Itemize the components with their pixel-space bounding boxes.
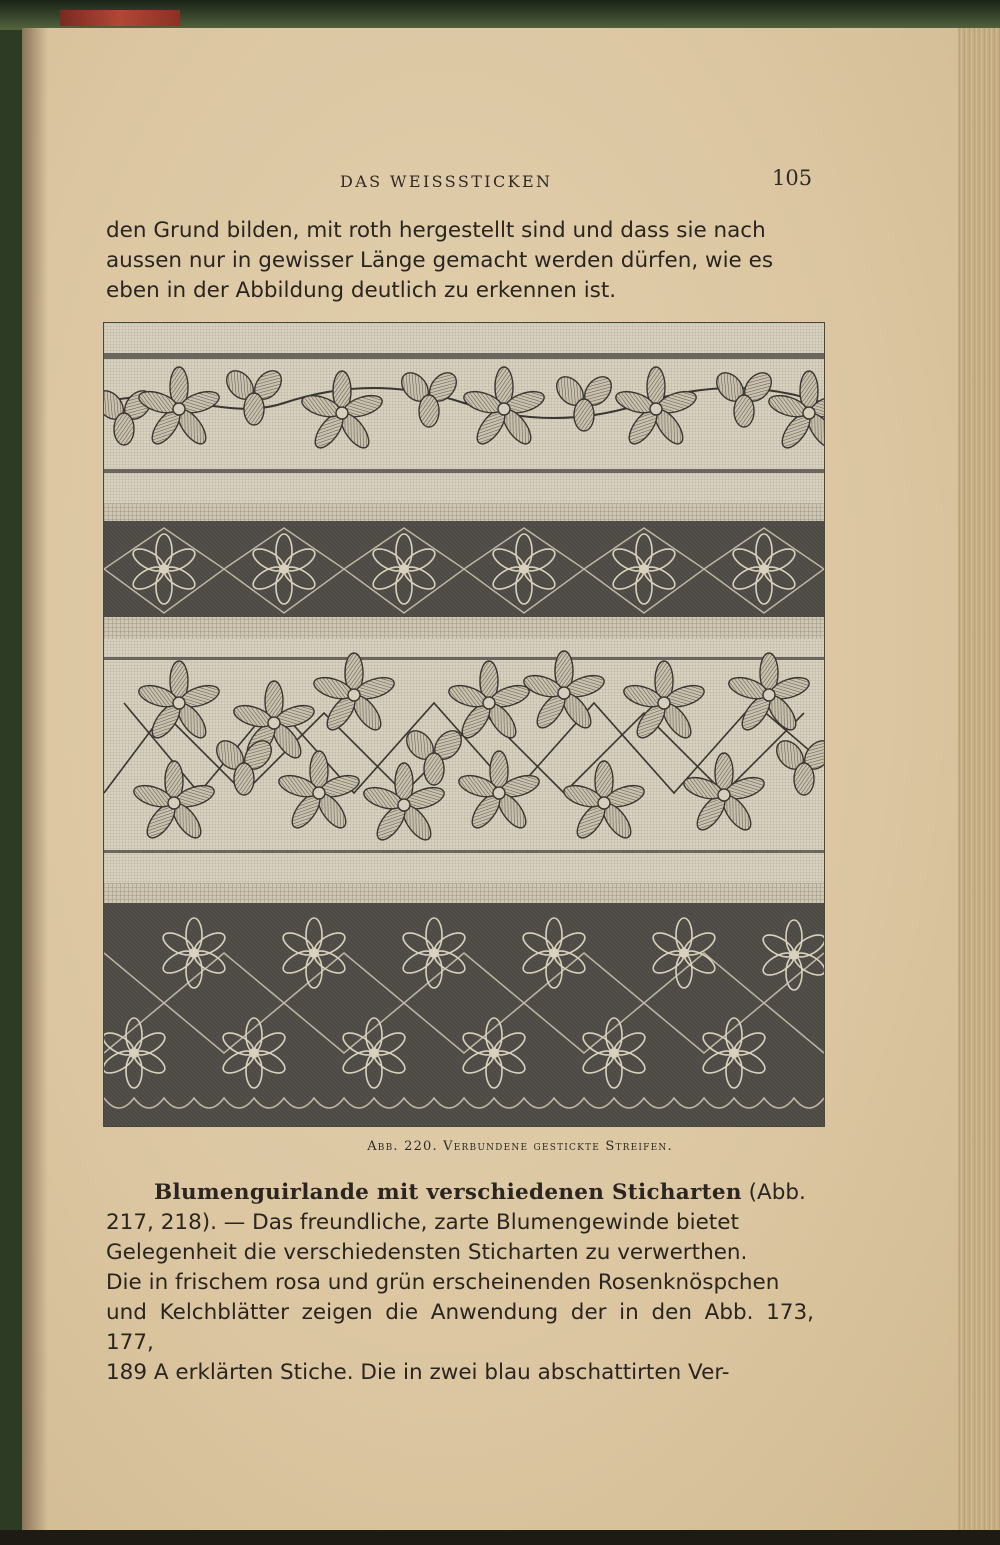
section-heading: Blumenguirlande mit verschiedenen Sticharten [154, 1180, 742, 1205]
text-line: 189 A erklärten Stiche. Die in zwei blau abschattirten Ver- [106, 1360, 730, 1385]
text-line: eben in der Abbildung deutlich zu erkennen ist. [106, 278, 617, 303]
page-number: 105 [772, 166, 813, 190]
text-line: 217, 218). — Das freundliche, zarte Blumengewinde bietet [106, 1210, 739, 1235]
text-fragment: (Abb. [741, 1180, 806, 1205]
embroidery-drawing [104, 323, 824, 1126]
book-bottom-edge [0, 1530, 1000, 1545]
gutter-shadow [22, 28, 48, 1533]
band-flower-row-1 [104, 359, 824, 469]
running-head [340, 166, 820, 196]
book-cover-top [0, 0, 1000, 30]
running-title: DAS WEISSSTICKEN [340, 172, 553, 191]
paragraph-bottom [106, 1178, 814, 1388]
page-edges [958, 28, 1000, 1533]
text-line: Die in frischem rosa und grün erscheinenden Rosenknöspchen [106, 1270, 780, 1295]
insertion-strip-3 [104, 883, 824, 903]
text-line: Gelegenheit die verschiedensten Sticharten zu verwerthen. [106, 1240, 748, 1265]
cover-label-tag [60, 10, 180, 26]
text-line: aussen nur in gewisser Länge gemacht werden dürfen, wie es [106, 248, 774, 273]
text-line: den Grund bilden, mit roth hergestellt sind und dass sie nach [106, 218, 766, 243]
paragraph-top [106, 216, 814, 306]
insertion-strip-2 [104, 617, 824, 639]
insertion-strip-1 [104, 503, 824, 521]
text-line [106, 1178, 814, 1208]
figure-caption: Abb. 220. Verbundene gestickte Streifen. [367, 1139, 673, 1154]
text-line: und Kelchblätter zeigen die Anwendung der in den Abb. 173, 177, [106, 1300, 814, 1355]
embroidery-illustration [103, 322, 825, 1127]
